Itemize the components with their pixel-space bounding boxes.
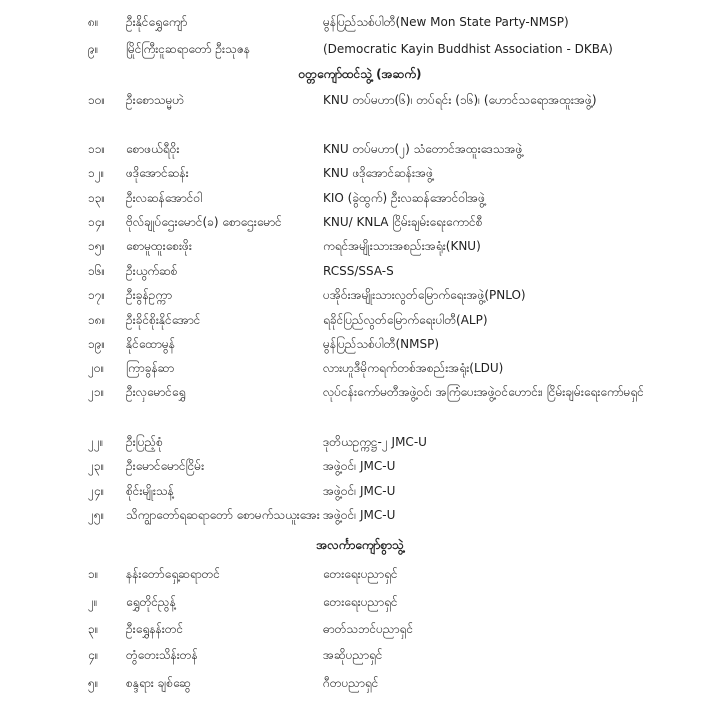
list-item <box>0 503 720 527</box>
list-item <box>0 210 720 234</box>
organization: မွန်ပြည်သစ်ပါတီ(New Mon State Party-NMSP) <box>323 15 569 29</box>
person-name: ဦးပြည့်စုံ <box>126 435 163 449</box>
person-name: ဦးစောသမ္မဟဲ <box>126 93 185 107</box>
list-item <box>0 88 720 112</box>
profession: အဆိုပညာရှင် <box>323 648 383 662</box>
entry-number: ၁။ <box>88 567 99 581</box>
person-name: သိကျွာတော်ရဆရာတော် စောမက်သယူးအေး <box>126 508 320 522</box>
list-item <box>0 283 720 307</box>
organization: အဖွဲ့ဝင်၊ JMC-U <box>323 508 396 522</box>
organization: KNU တပ်မဟာ(၆)၊ တပ်ရင်း (၁၆)၊ (ဟောင်သရောအထူးအဖွဲ့) <box>323 93 597 107</box>
entry-number: ၂။ <box>88 595 98 609</box>
person-name: စောဖယ်ရီဝိုး <box>126 142 180 156</box>
list-item <box>0 356 720 380</box>
person-name: ဦးမောင်မောင်ငြိမ်း <box>126 459 205 473</box>
organization: RCSS/SSA-S <box>323 264 394 278</box>
section-heading: အလင်္ကာကျော်စွာသွဲ့ <box>316 538 404 552</box>
organization: KIO (ခွဲထွက်) ဦးလဆန်အောင်ဝါအဖွဲ့ <box>323 191 486 205</box>
entry-number: ၁၅။ <box>88 239 106 253</box>
entry-number: ၁၇။ <box>88 288 106 302</box>
list-item <box>0 643 720 667</box>
organization: (Democratic Kayin Buddhist Association - DKBA) <box>323 42 613 56</box>
entry-number: ၈။ <box>88 15 99 29</box>
organization: ဒုတိယဥက္ကဋ္ဌ-၂ JMC-U <box>323 435 427 449</box>
person-name: ဦးခိုင်စိုးနိုင်အောင် <box>126 313 201 327</box>
profession: တေးရေးပညာရှင် <box>323 595 398 609</box>
list-item <box>0 37 720 61</box>
list-item <box>0 308 720 332</box>
organization: မွန်ပြည်သစ်ပါတီ(NMSP) <box>323 337 440 351</box>
entry-number: ၁၆။ <box>88 264 106 278</box>
entry-number: ၂၄။ <box>88 484 105 498</box>
list-item <box>0 161 720 185</box>
entry-number: ၁၁။ <box>88 142 106 156</box>
person-name: မြိုင်ကြီးငူဆရာတော် ဦးသုဇန <box>126 42 251 56</box>
person-name: စိုင်းမျိုးသန့် <box>126 484 174 498</box>
organization: ကရင်အမျိုးသားအစည်းအရုံး(KNU) <box>323 239 481 253</box>
entry-number: ၂၃။ <box>88 459 105 473</box>
organization: အဖွဲ့ဝင်၊ JMC-U <box>323 484 396 498</box>
list-item <box>0 479 720 503</box>
list-item <box>0 617 720 641</box>
entry-number: ၉။ <box>88 42 99 56</box>
list-item <box>0 234 720 258</box>
list-item <box>0 454 720 478</box>
list-item <box>0 562 720 586</box>
person-name: ဖဒိုအောင်ဆန်း <box>126 166 189 180</box>
entry-number: ၂၅။ <box>88 508 105 522</box>
entry-number: ၁၉။ <box>88 337 106 351</box>
person-name: ဦးလဆန်အောင်ဝါ <box>126 191 203 205</box>
entry-number: ၂၂။ <box>88 435 104 449</box>
list-item <box>0 332 720 356</box>
profession: တေးရေးပညာရှင် <box>323 567 398 581</box>
profession: ဂီတပညာရှင် <box>323 676 379 690</box>
person-name: ရွှေတိုင်ညွန့် <box>126 595 176 609</box>
organization: ရခိုင်ပြည်လွတ်မြောက်ရေးပါတီ(ALP) <box>323 313 488 327</box>
person-name: ဦးခွန်ဥက္ကာ <box>126 288 172 302</box>
list-item <box>0 671 720 695</box>
entry-number: ၁၈။ <box>88 313 106 327</box>
entry-number: ၃။ <box>88 622 99 636</box>
entry-number: ၁၂။ <box>88 166 105 180</box>
organization: KNU/ KNLA ငြိမ်းချမ်းရေးကောင်စီ <box>323 215 483 229</box>
organization: ပအိုဝ်းအမျိုးသားလွတ်မြောက်ရေးအဖွဲ့(PNLO) <box>323 288 526 302</box>
list-item <box>0 259 720 283</box>
entry-number: ၂၁။ <box>88 385 105 399</box>
list-item <box>0 380 720 404</box>
entry-number: ၁၃။ <box>88 191 106 205</box>
entry-number: ၄။ <box>88 648 99 662</box>
person-name: ဦးနိုင်ရွှေကျော် <box>126 15 188 29</box>
list-item <box>0 430 720 454</box>
person-name: ဗိုလ်ချုပ်ဌေးမောင်(ခ) စောဌေးမောင် <box>126 215 282 229</box>
list-item <box>0 590 720 614</box>
section-heading: ဝတ္တကျော်ထင်သွဲ့ (အဆက်) <box>298 67 422 81</box>
person-name: ဦးလှမောင်ရွှေ <box>126 385 186 399</box>
organization: KNU တပ်မဟာ(၂) သံတောင်အထူးဒေသအဖွဲ့ <box>323 142 523 156</box>
organization: KNU ဖဒိုအောင်ဆန်းအဖွဲ့ <box>323 166 433 180</box>
organization: အဖွဲ့ဝင်၊ JMC-U <box>323 459 396 473</box>
list-item <box>0 10 720 34</box>
person-name: စန္ဒရား ချစ်ဆွေ <box>126 676 191 690</box>
person-name: တွံတေးသိန်းတန် <box>126 648 198 662</box>
person-name: စောမူထူးစေးဖိုး <box>126 239 192 253</box>
person-name: နန်းတော်ရှေ့ဆရာတင် <box>126 567 221 581</box>
entry-number: ၁၀။ <box>88 93 106 107</box>
organization: လားဟူဒီမိုကရက်တစ်အစည်းအရုံး(LDU) <box>323 361 504 375</box>
entry-number: ၅။ <box>88 676 99 690</box>
person-name: နိုင်ထောမွန် <box>126 337 175 351</box>
person-name: ဦးရွှေနန်းတင် <box>126 622 184 636</box>
person-name: ကြာခွန်ဆာ <box>126 361 175 375</box>
list-item <box>0 186 720 210</box>
entry-number: ၁၄။ <box>88 215 106 229</box>
person-name: ဦးယွက်ဆစ် <box>126 264 178 278</box>
profession: ဓာတ်သဘင်ပညာရှင် <box>323 622 414 636</box>
entry-number: ၂၀။ <box>88 361 105 375</box>
organization: လုပ်ငန်းကော်မတီအဖွဲ့ဝင်၊ အကြံပေးအဖွဲ့ဝင်ဟောင်း၊ ငြိမ်းချမ်းရေးကော်မရှင် <box>323 385 644 399</box>
list-item <box>0 137 720 161</box>
